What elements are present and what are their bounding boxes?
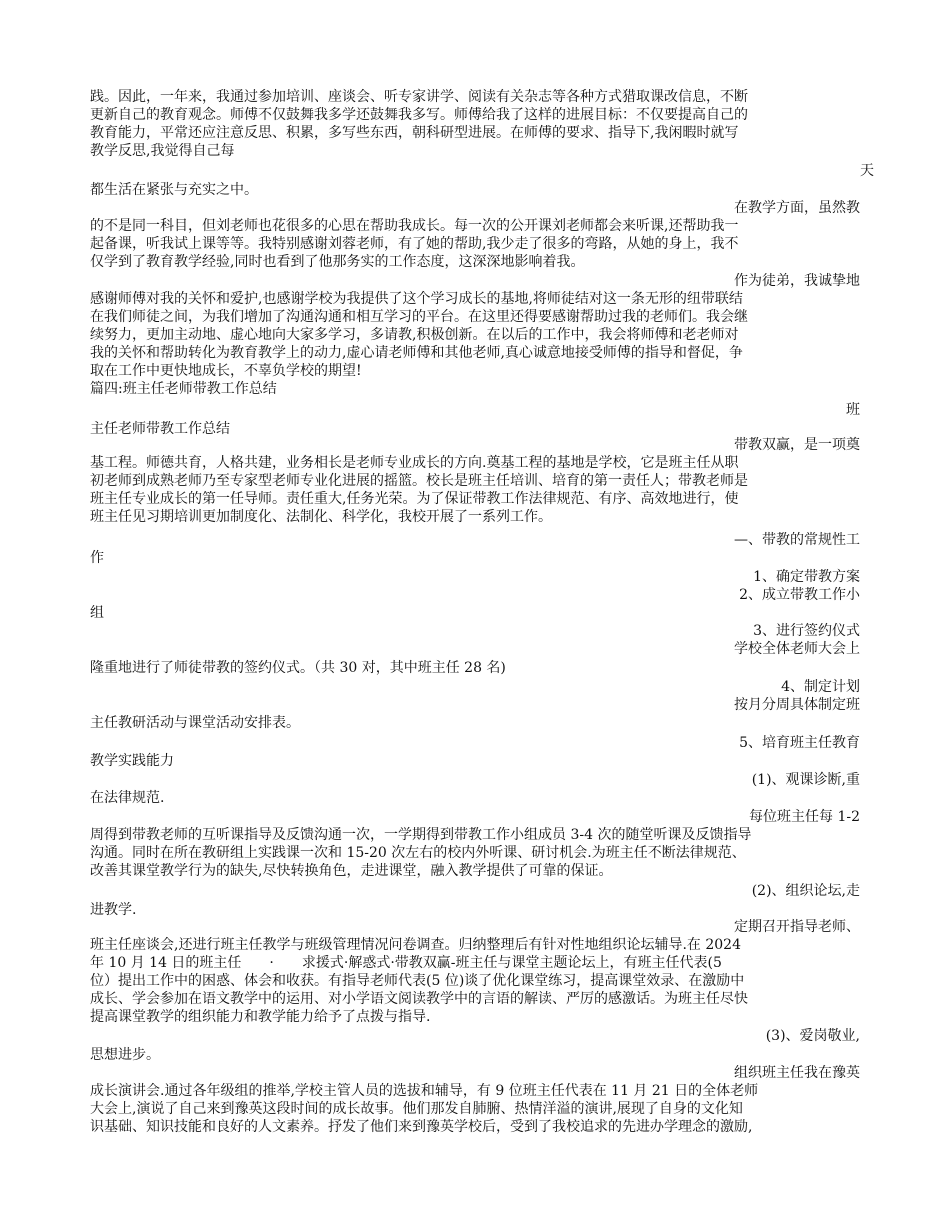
text-line: 主任老师带教工作总结 xyxy=(90,421,230,437)
text-line: 每位班主任每 1-2 xyxy=(749,809,860,825)
text-line: 定期召开指导老师、 xyxy=(734,919,860,935)
text-line: 初老师到成熟老师乃至专家型老师专业化进展的摇篮。校长是班主任培训、培育的第一责任人；带教老师是 xyxy=(90,473,748,489)
list-item: 5、培育班主任教育 xyxy=(739,735,860,751)
text-line: 在教学方面，虽然教 xyxy=(734,200,860,216)
list-item: 4、制定计划 xyxy=(781,679,860,695)
text-line: 年 10 月 14 日的班主任 · 求援式·解惑式·带教双赢-班主任与课堂主题论坛上，有班主任代表(5 xyxy=(90,955,722,971)
text-line: 班主任专业成长的第一任导师。责任重大,任务光荣。为了保证带教工作法律规范、有序、高效地进行，使 xyxy=(90,491,739,507)
text-line: 组织班主任我在豫英 xyxy=(734,1065,860,1081)
text-line: 起备课，听我试上课等等。我特别感谢刘蓉老师，有了她的帮助,我少走了很多的弯路，从她的身上，我不 xyxy=(90,236,739,252)
text-line: 位）提出工作中的困惑、体会和收获。有指导老师代表(5 位)谈了优化课堂练习，提高课堂效录、在激励中 xyxy=(90,973,745,989)
text-line: 隆重地进行了师徒带教的签约仪式。（共 30 对，其中班主任 28 名) xyxy=(90,660,506,676)
text-line: 按月分周具体制定班 xyxy=(734,697,860,713)
text-line: 带教双赢，是一项奠 xyxy=(734,437,860,453)
list-item: 1、确定带教方案 xyxy=(753,569,860,585)
text-line: 续努力，更加主动地、虚心地向大家多学习，多请教,积极创新。在以后的工作中，我会将师傅和老老师对 xyxy=(90,327,739,343)
list-item: 3、进行签约仪式 xyxy=(753,623,860,639)
list-item: 2、成立带教工作小 xyxy=(739,587,860,603)
text-line: 思想进步。 xyxy=(90,1047,160,1063)
text-line: 成长、学会参加在语文教学中的运用、对小学语文阅读教学中的言语的解读、严厉的感激话。为班主任尽快 xyxy=(90,991,748,1007)
text-line: 改善其课堂教学行为的缺失,尽快转换角色，走进课堂，融入教学提供了可靠的保证。 xyxy=(90,863,613,879)
text-line: 教育能力，平常还应注意反思、积累，多写些东西，朝科研型进展。在师傅的要求、指导下,我闲暇时就写 xyxy=(90,125,739,141)
text-line: 大会上,演说了自己来到豫英这段时间的成长故事。他们那发自肺腑、热情洋溢的演讲,展现了自身的文化知 xyxy=(90,1101,743,1117)
text-line: 作为徒弟，我诚挚地 xyxy=(734,273,860,289)
text-line: 沟通。同时在所在教研组上实践课一次和 15-20 次左右的校内外听课、研讨机会.为班主任不断法律规范、 xyxy=(90,845,746,861)
list-item: (3)、爱岗敬业, xyxy=(765,1028,860,1044)
text-line: 组 xyxy=(90,605,104,621)
text-line: 在我们师徒之间，为我们增加了沟通沟通和相互学习的平台。在这里还得要感谢帮助过我的老师们。我会继 xyxy=(90,309,748,325)
text-line: 取在工作中更快地成长，不辜负学校的期望! xyxy=(90,363,362,379)
section-heading: 篇四:班主任老师带教工作总结 xyxy=(90,381,277,397)
text-line: —、带教的常规性工 xyxy=(734,532,860,548)
text-line: 更新自己的教育观念。师傅不仅鼓舞我多学还鼓舞我多写。师傅给我了这样的进展目标：不仅要提高自己的 xyxy=(90,107,748,123)
text-line: 教学反思,我觉得自己每 xyxy=(90,143,235,159)
list-item: (1)、观课诊断,重 xyxy=(751,772,860,788)
text-line: 作 xyxy=(90,550,104,566)
text-line: 学校全体老师大会上 xyxy=(734,641,860,657)
text-line: 基工程。师德共育，人格共建，业务相长是老师专业成长的方向.奠基工程的基地是学校，它是班主任从职 xyxy=(90,455,739,471)
text-line: 提高课堂教学的组织能力和教学能力给予了点拨与指导. xyxy=(90,1009,431,1025)
text-line: 我的关怀和帮助转化为教育教学上的动力,虚心请老师傅和其他老师,真心诚意地接受师傅的指导和督促，争 xyxy=(90,345,743,361)
text-line: 的不是同一科目，但刘老师也花很多的心思在帮助我成长。每一次的公开课刘老师都会来听课,还帮助我一 xyxy=(90,218,739,234)
text-line: 识基础、知识技能和良好的人文素养。抒发了他们来到豫英学校后，受到了我校追求的先进办学理念的激励, xyxy=(90,1119,753,1135)
text-line: 都生活在紧张与充实之中。 xyxy=(90,182,258,198)
text-line: 在法律规范. xyxy=(90,790,165,806)
text-line: 仅学到了教育教学经验,同时也看到了他那务实的工作态度，这深深地影响着我。 xyxy=(90,254,585,270)
text-line: 班主任见习期培训更加制度化、法制化、科学化，我校开展了一系列工作。 xyxy=(90,509,552,525)
text-line: 天 xyxy=(860,163,874,179)
text-line: 班主任座谈会,还进行班主任教学与班级管理情况问卷调查。归纳整理后有针对性地组织论坛辅导.在 2024 xyxy=(90,937,741,953)
text-line: 进教学. xyxy=(90,902,137,918)
text-line: 感谢师傅对我的关怀和爱护,也感谢学校为我提供了这个学习成长的基地,将师徒结对这一条无形的纽带联结 xyxy=(90,291,743,307)
text-line: 教学实践能力 xyxy=(90,753,174,769)
text-line: 践。因此，一年来，我通过参加培训、座谈会、听专家讲学、阅读有关杂志等各种方式猎取课改信息，不断 xyxy=(90,89,748,105)
list-item: (2)、组织论坛,走 xyxy=(751,883,860,899)
text-line: 班 xyxy=(846,402,860,418)
text-line: 主任教研活动与课堂活动安排表。 xyxy=(90,715,300,731)
text-line: 周得到带教老师的互听课指导及反馈沟通一次，一学期得到带教工作小组成员 3-4 次的随堂听课及反馈指导 xyxy=(90,827,752,843)
text-line: 成长演讲会.通过各年级组的推举,学校主管人员的选拔和辅导，有 9 位班主任代表在 11 月 21 日的全体老师 xyxy=(90,1083,759,1099)
